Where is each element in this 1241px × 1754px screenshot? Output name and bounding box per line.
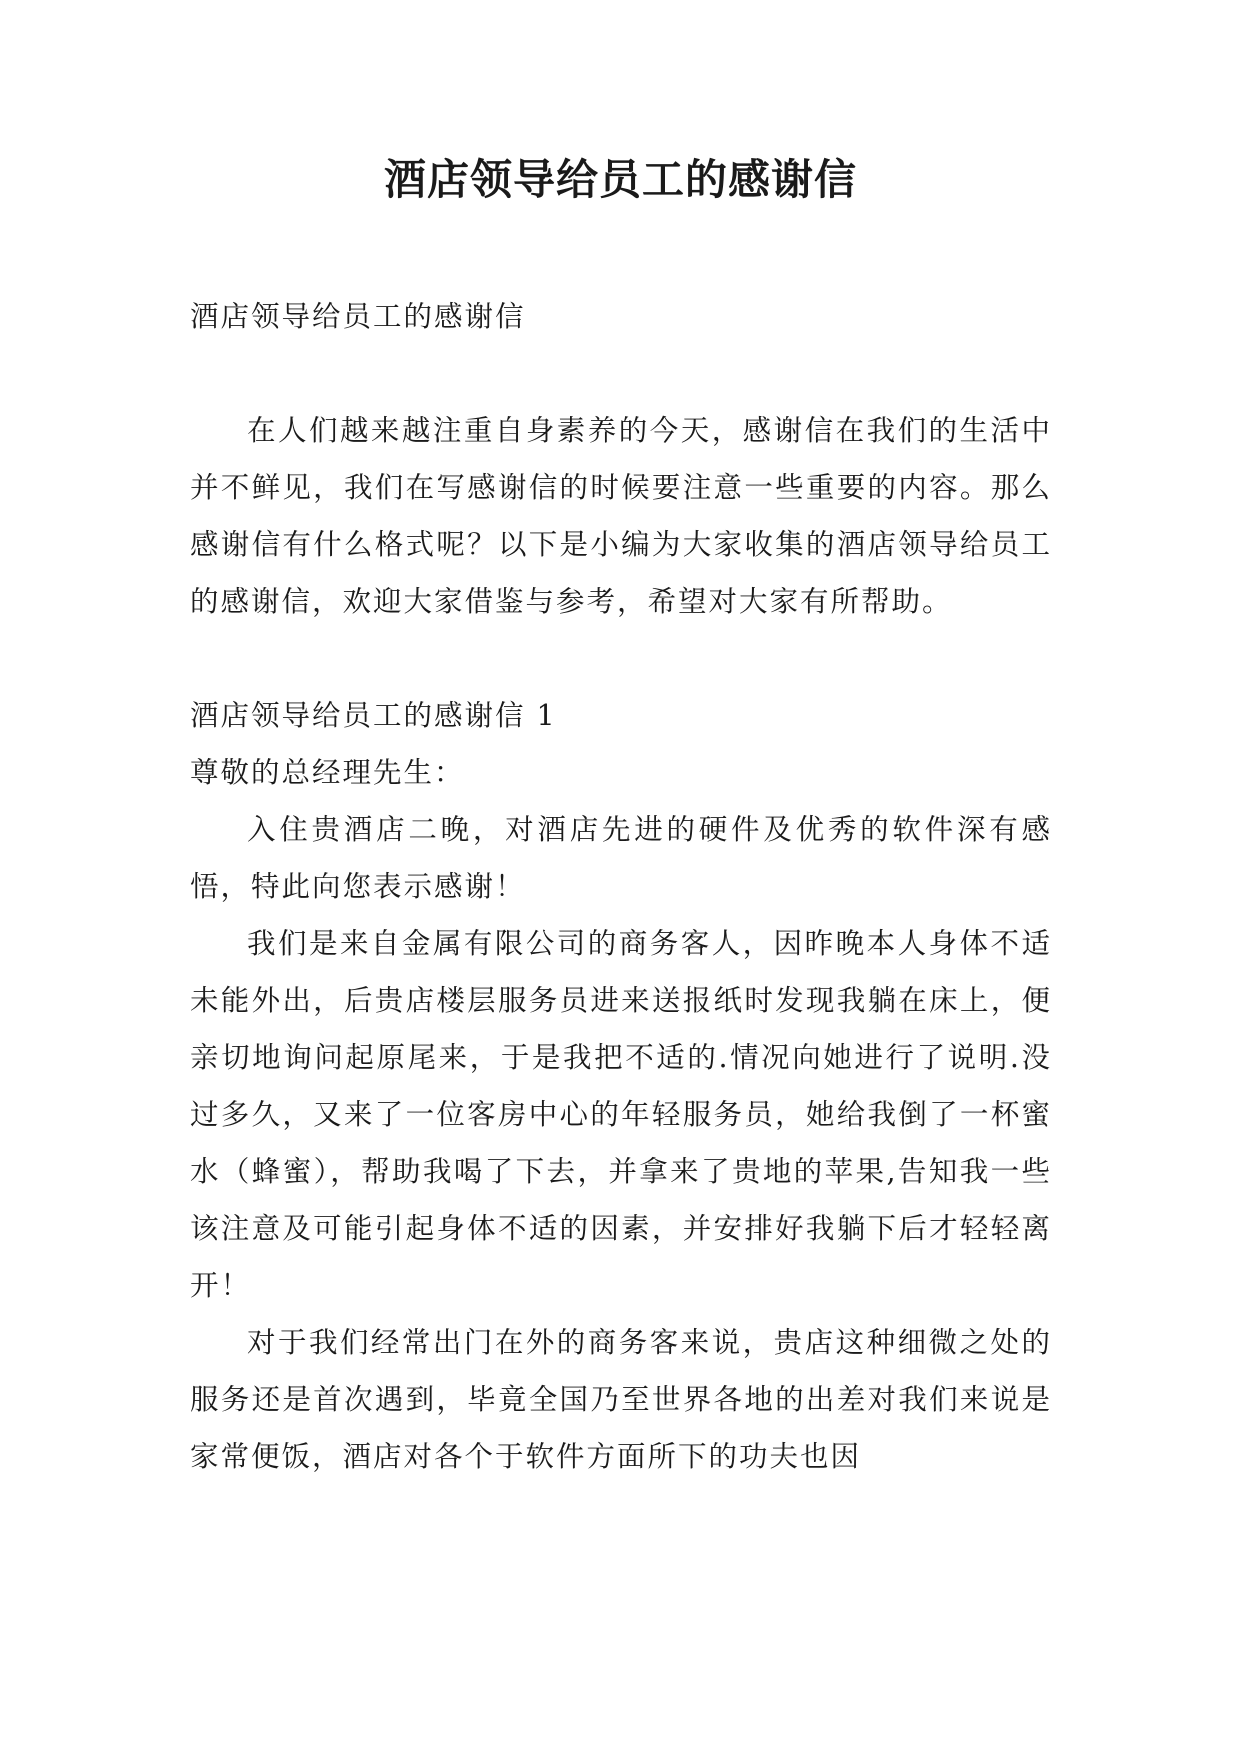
intro-paragraph: 在人们越来越注重自身素养的今天，感谢信在我们的生活中并不鲜见，我们在写感谢信的时候要注意一些重要的内容。那么感谢信有什么格式呢？以下是小编为大家收集的酒店领导给员工的感谢信，欢迎大家借鉴与参考，希望对大家有所帮助。 [190,414,1052,618]
body-paragraph: 对于我们经常出门在外的商务客来说，贵店这种细微之处的服务还是首次遇到，毕竟全国乃至世界各地的出差对我们来说是家常便饭，酒店对各个于软件方面所下的功夫也因 [190,1326,1052,1473]
blank-line [190,630,1052,687]
body-paragraph: 我们是来自金属有限公司的商务客人，因昨晚本人身体不适未能外出，后贵店楼层服务员进来送报纸时发现我躺在床上，便亲切地询问起原尾来，于是我把不适的.情况向她进行了说明.没过多久，又来了一位客房中心的年轻服务员，她给我倒了一杯蜜水（蜂蜜），帮助我喝了下去，并拿来了贵地的苹果,告知我一些该注意及可能引起身体不适的因素，并安排好我躺下后才轻轻离开！ [190,927,1052,1302]
document-body [190,288,1052,1485]
section-heading: 酒店领导给员工的感谢信 1 [190,699,557,732]
document-subtitle: 酒店领导给员工的感谢信 [190,300,526,333]
blank-line [190,345,1052,402]
document-title: 酒店领导给员工的感谢信 [383,155,857,204]
salutation: 尊敬的总经理先生： [190,756,465,789]
body-paragraph: 入住贵酒店二晚，对酒店先进的硬件及优秀的软件深有感悟，特此向您表示感谢！ [190,813,1052,903]
